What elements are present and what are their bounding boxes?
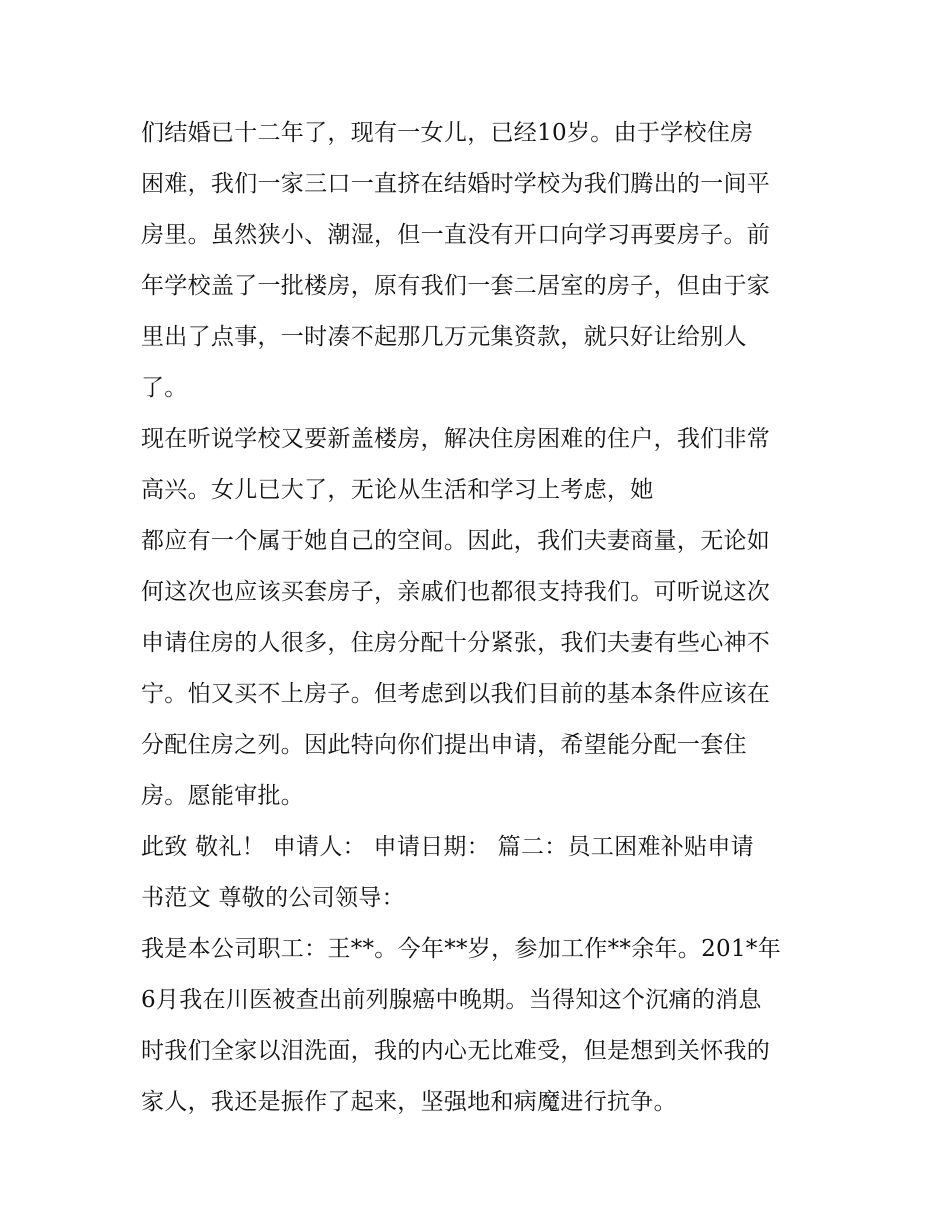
text-line: 宁。怕又买不上房子。但考虑到以我们目前的基本条件应该在 (141, 681, 771, 707)
text-line: 房里。虽然狭小、潮湿，但一直没有开口向学习再要房子。前 (141, 222, 771, 248)
text-line: 书范文 尊敬的公司领导： (141, 885, 405, 911)
text-line: 我是本公司职工：王**。今年**岁，参加工作**余年。201*年 (141, 936, 781, 962)
document-body (141, 108, 821, 1128)
text-line: 时我们全家以泪洗面，我的内心无比难受，但是想到关怀我的 (141, 1038, 771, 1064)
text-line: 高兴。女儿已大了，无论从生活和学习上考虑，她 (141, 477, 654, 503)
text-line: 们结婚已十二年了，现有一女儿，已经10岁。由于学校住房 (141, 120, 754, 146)
text-line: 里出了点事，一时凑不起那几万元集资款，就只好让给别人 (141, 324, 747, 350)
text-line: 年学校盖了一批楼房，原有我们一套二居室的房子，但由于家 (141, 273, 771, 299)
text-line: 家人，我还是振作了起来，坚强地和病魔进行抗争。 (141, 1089, 677, 1115)
text-line: 都应有一个属于她自己的空间。因此，我们夫妻商量，无论如 (141, 528, 771, 554)
text-line: 房。愿能审批。 (141, 783, 305, 809)
text-line: 6月我在川医被查出前列腺癌中晚期。当得知这个沉痛的消息 (141, 987, 762, 1013)
text-line: 此致 敬礼！ 申请人： 申请日期： 篇二：员工困难补贴申请 (141, 834, 754, 860)
text-line: 分配住房之列。因此特向你们提出申请，希望能分配一套住 (141, 732, 747, 758)
text-line: 申请住房的人很多，住房分配十分紧张，我们夫妻有些心神不 (141, 630, 771, 656)
text-line: 了。 (141, 375, 188, 401)
text-line: 现在听说学校又要新盖楼房，解决住房困难的住户，我们非常 (141, 426, 771, 452)
text-line: 困难，我们一家三口一直挤在结婚时学校为我们腾出的一间平 (141, 171, 771, 197)
text-line: 何这次也应该买套房子，亲戚们也都很支持我们。可听说这次 (141, 579, 771, 605)
